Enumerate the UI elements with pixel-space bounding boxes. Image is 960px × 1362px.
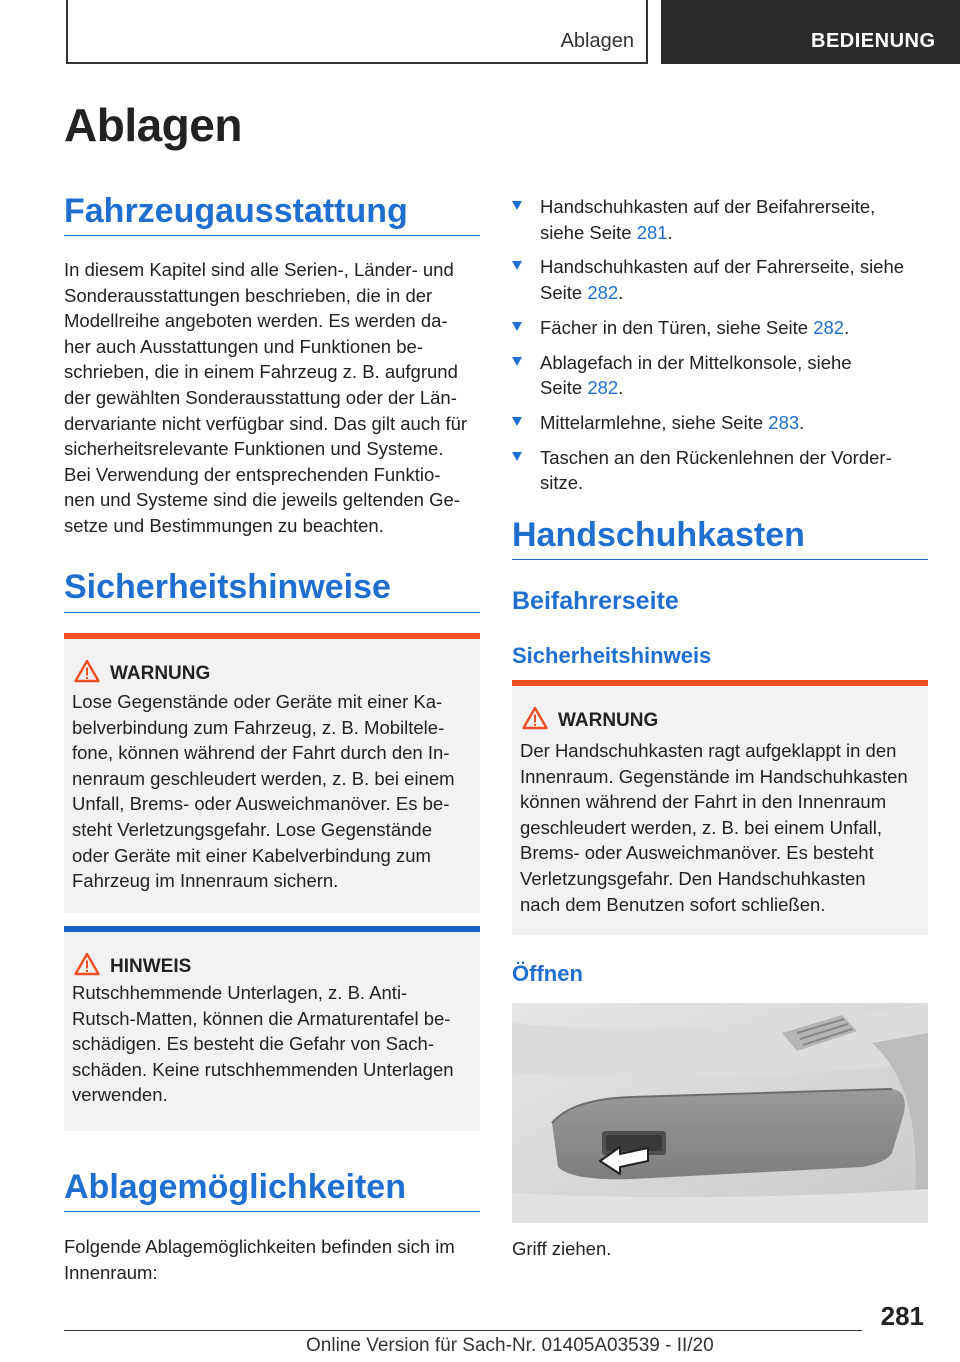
bullet-triangle-icon (512, 261, 522, 270)
heading-handschuhkasten: Handschuhkasten (512, 516, 805, 554)
heading-oeffnen: Öffnen (512, 961, 583, 986)
list-item: Fächer in den Türen, siehe Seite 282. (512, 315, 932, 341)
bullet-triangle-icon (512, 201, 522, 210)
heading-fahrzeugausstattung: Fahrzeugausstattung (64, 192, 408, 230)
heading-rule (64, 235, 480, 236)
page-number: 281 (880, 1301, 924, 1331)
glovebox-illustration (512, 1003, 928, 1223)
glovebox-drawing (512, 1003, 928, 1223)
page-link[interactable]: 282 (587, 377, 619, 399)
moeglichkeiten-paragraph: Folgende Ablagemöglichkeiten befinden sich im Innenraum: (64, 1236, 455, 1283)
heading-rule (64, 1211, 480, 1212)
list-item: Taschen an den Rückenlehnen der Vorder- sitze. (512, 445, 932, 496)
warning-triangle-icon (522, 706, 548, 730)
list-item: Handschuhkasten auf der Fahrerseite, siehe Seite 282. (512, 254, 932, 305)
notice-text: Rutschhemmende Unterlagen, z. B. Anti- Rutsch-Matten, können die Armaturentafel be- schädigen. Es besteht die Gefahr von Sach- schäden. Keine rutschhemmenden Unterlagen verwenden. (72, 982, 454, 1106)
figure-caption: Griff ziehen. (512, 1238, 612, 1259)
page-link[interactable]: 283 (768, 411, 800, 433)
warning-bar (512, 680, 928, 686)
warning-bar (64, 633, 480, 639)
warning-triangle-icon (74, 659, 100, 683)
footer-online-version: Online Version für Sach-Nr. 01405A03539 - II/20 (306, 1335, 714, 1356)
page-link[interactable]: 281 (636, 221, 668, 243)
header-section-tab (66, 0, 648, 64)
bullet-triangle-icon (512, 417, 522, 426)
heading-beifahrerseite: Beifahrerseite (512, 587, 679, 615)
notice-title: HINWEIS (110, 956, 192, 977)
heading-rule (64, 612, 480, 613)
warning-text: Lose Gegenstände oder Geräte mit einer Ka- belverbindung zum Fahrzeug, z. B. Mobiltele- fone, können während der Fahrt durch den In- nenraum geschleudert werden, z. B. bei einem Unfall, Brems- oder Ausweichmanöver. Es be- steht Verletzungsgefahr. Lose Gegenstände oder Geräte mit einer Kabelverbindung zum Fahrzeug im Innenraum sichern. (72, 691, 455, 892)
bullet-triangle-icon (512, 357, 522, 366)
heading-ablagemoeglichkeiten: Ablagemöglichkeiten (64, 1168, 406, 1206)
notice-triangle-icon (74, 952, 100, 976)
warning-text: Der Handschuhkasten ragt aufgeklappt in den Innenraum. Gegenstände im Handschuhkasten können während der Fahrt in den Innenraum geschleudert werden, z. B. bei einem Unfall, Brems- oder Ausweichmanöver. Es besteht Verletzungsgefahr. Den Handschuhkasten nach dem Benutzen sofort schließen. (520, 740, 908, 915)
bullet-triangle-icon (512, 322, 522, 331)
warning-box (512, 680, 928, 935)
page-link[interactable]: 282 (813, 316, 845, 338)
header-chapter-tab (661, 0, 960, 64)
warning-title: WARNUNG (558, 710, 659, 731)
heading-rule (512, 559, 928, 560)
bullet-triangle-icon (512, 452, 522, 461)
header-section-label: Ablagen (560, 30, 634, 52)
list-item: Mittelarmlehne, siehe Seite 283. (512, 410, 932, 436)
page-title: Ablagen (64, 99, 242, 151)
intro-paragraph: In diesem Kapitel sind alle Serien-, Länder- und Sonderausstattungen beschrieben, die in der Modellreihe angeboten werden. Es werden da- her auch Ausstattungen und Funktionen be- schrieben, die in einem Fahrzeug z. B. aufgrund der gewählten Sonderausstattung oder der Län- dervariante nicht verfügbar sind. Das gilt auch für sicherheitsrelevante Funktionen und Systeme. Bei Verwendung der entsprechenden Funktio- nen und Systeme sind die jeweils geltenden Ge- setze und Bestimmungen zu beachten. (64, 259, 468, 536)
notice-bar (64, 926, 480, 932)
footer-rule (64, 1330, 862, 1331)
heading-sicherheitshinweise: Sicherheitshinweise (64, 568, 391, 606)
list-item: Handschuhkasten auf der Beifahrerseite, siehe Seite 281. (512, 194, 932, 245)
heading-sicherheitshinweis: Sicherheitshinweis (512, 643, 712, 668)
header-chapter-label: BEDIENUNG (811, 30, 936, 52)
storage-list (512, 194, 932, 505)
list-item: Ablagefach in der Mittelkonsole, siehe Seite 282. (512, 350, 932, 401)
page-link[interactable]: 282 (587, 281, 619, 303)
warning-box (64, 633, 480, 913)
notice-box (64, 926, 480, 1131)
warning-title: WARNUNG (110, 663, 211, 684)
